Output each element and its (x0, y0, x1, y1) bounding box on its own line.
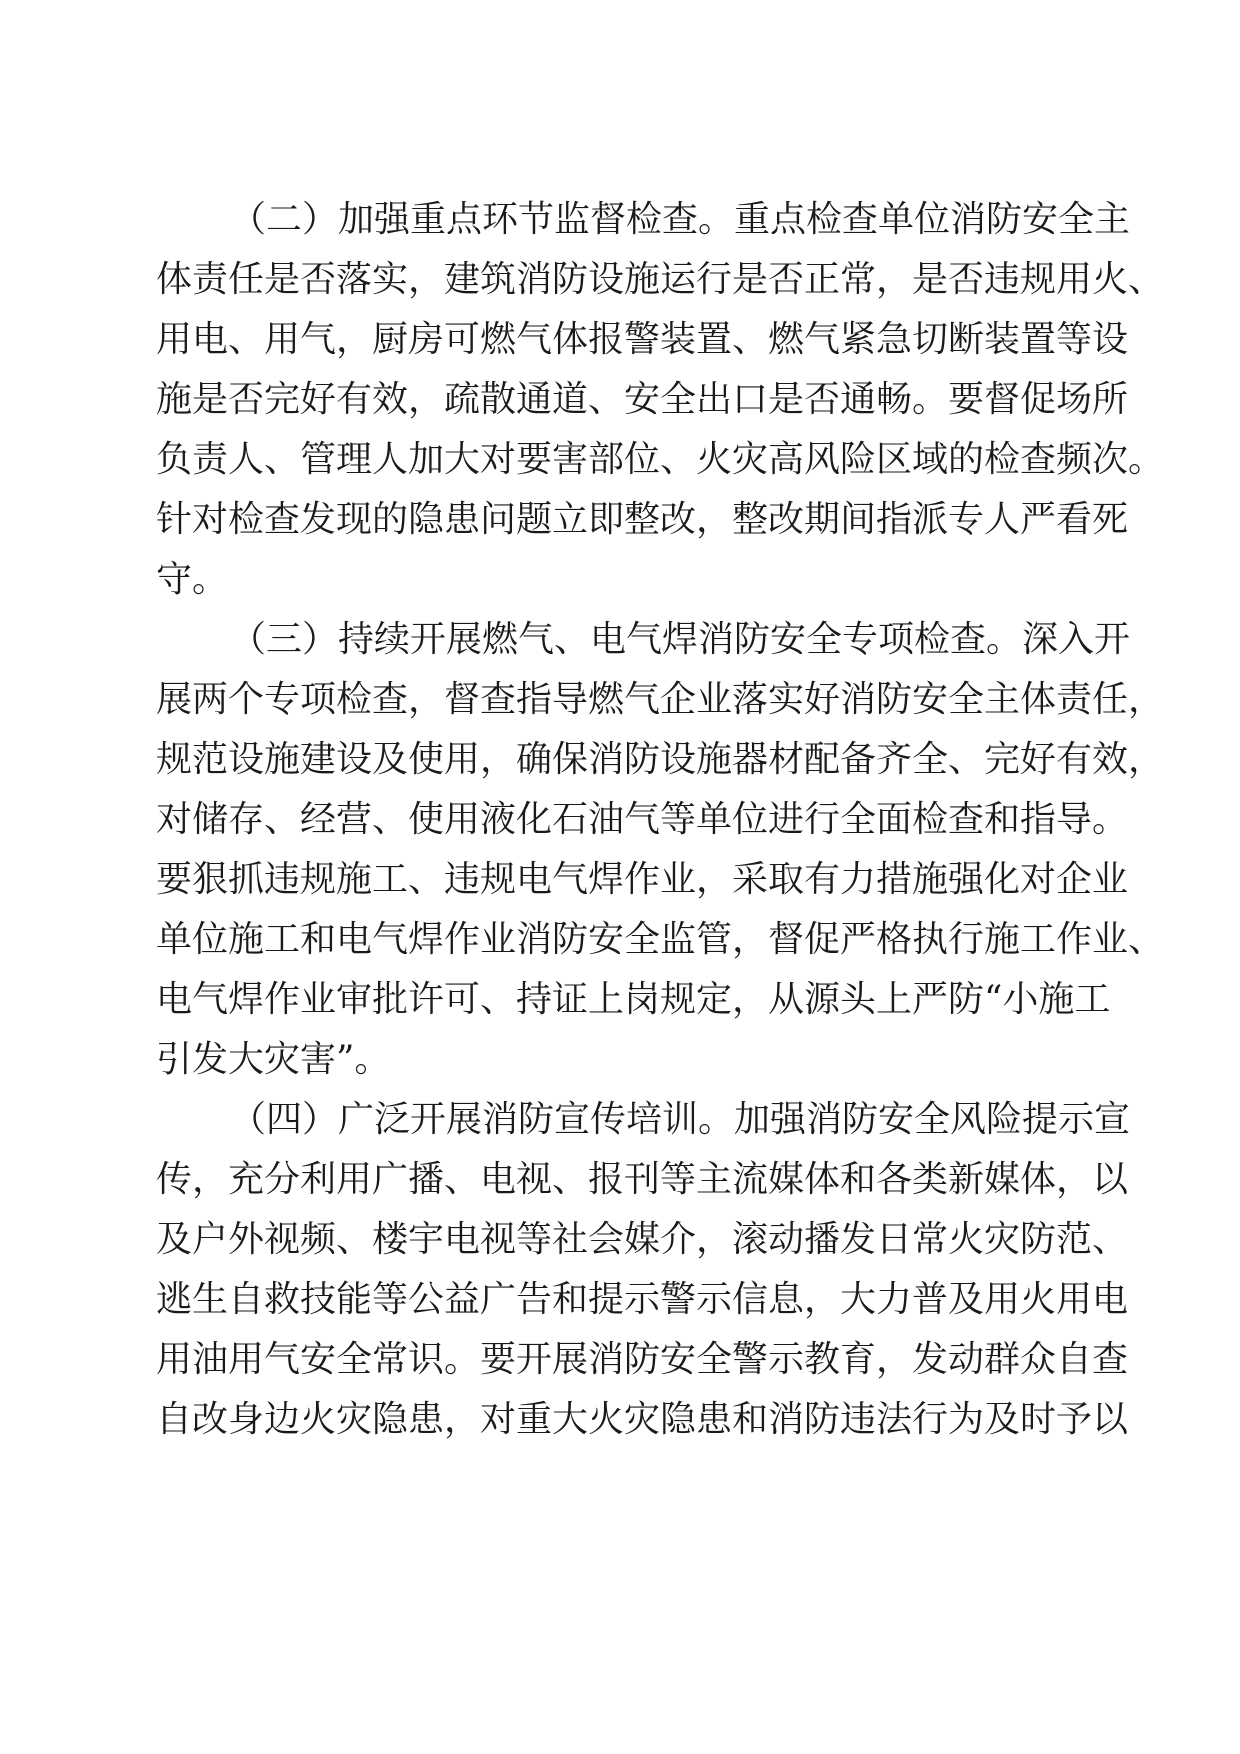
paragraph-line: 自改身边火灾隐患，对重大火灾隐患和消防违法行为及时予以 (156, 1399, 1129, 1440)
paragraph-line: 展两个专项检查，督查指导燃气企业落实好消防安全主体责任， (156, 679, 1165, 720)
paragraph-line: 负责人、管理人加大对要害部位、火灾高风险区域的检查频次。 (156, 439, 1165, 480)
paragraph-line: 电气焊作业审批许可、持证上岗规定，从源头上严防“小施工 (156, 979, 1111, 1020)
paragraph-line: 守。 (156, 559, 229, 600)
paragraph-line: 单位施工和电气焊作业消防安全监管，督促严格执行施工作业、 (156, 919, 1165, 960)
paragraph-line: 规范设施建设及使用，确保消防设施器材配备齐全、完好有效， (156, 739, 1165, 780)
paragraph-line: 及户外视频、楼宇电视等社会媒介，滚动播发日常火灾防范、 (156, 1219, 1129, 1260)
paragraph-line: （四）广泛开展消防宣传培训。加强消防安全风险提示宣 (230, 1099, 1131, 1140)
paragraph-line: 用电、用气，厨房可燃气体报警装置、燃气紧急切断装置等设 (156, 319, 1129, 360)
paragraph-line: 引发大灾害”。 (156, 1039, 391, 1080)
paragraph-section-3 (156, 610, 1165, 1090)
paragraph-line: （二）加强重点环节监督检查。重点检查单位消防安全主 (230, 199, 1131, 240)
paragraph-line: 体责任是否落实，建筑消防设施运行是否正常，是否违规用火、 (156, 259, 1165, 300)
paragraph-line: 逃生自救技能等公益广告和提示警示信息，大力普及用火用电 (156, 1279, 1129, 1320)
paragraph-line: 施是否完好有效，疏散通道、安全出口是否通畅。要督促场所 (156, 379, 1129, 420)
paragraph-line: 针对检查发现的隐患问题立即整改，整改期间指派专人严看死 (156, 499, 1129, 540)
document-body (156, 190, 1165, 1450)
paragraph-section-2 (156, 190, 1165, 610)
paragraph-line: 对储存、经营、使用液化石油气等单位进行全面检查和指导。 (156, 799, 1129, 840)
paragraph-line: 要狠抓违规施工、违规电气焊作业，采取有力措施强化对企业 (156, 859, 1129, 900)
paragraph-line: 传，充分利用广播、电视、报刊等主流媒体和各类新媒体，以 (156, 1159, 1129, 1200)
paragraph-line: 用油用气安全常识。要开展消防安全警示教育，发动群众自查 (156, 1339, 1129, 1380)
paragraph-section-4 (156, 1090, 1131, 1450)
paragraph-line: （三）持续开展燃气、电气焊消防安全专项检查。深入开 (230, 619, 1131, 660)
